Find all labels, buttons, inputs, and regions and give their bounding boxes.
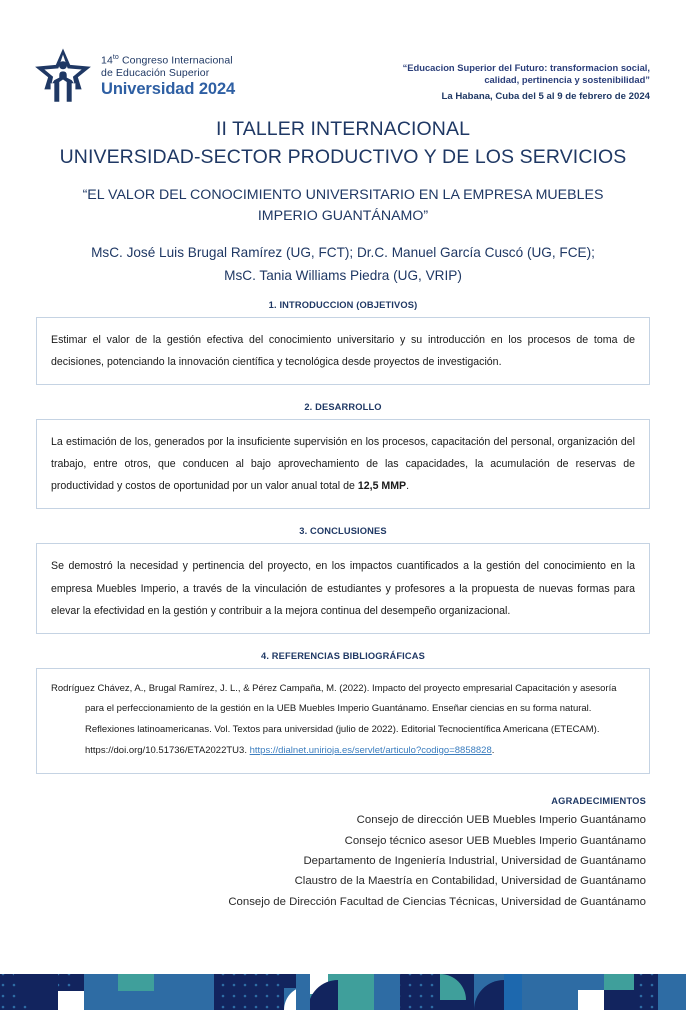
- reference-link[interactable]: https://dialnet.unirioja.es/servlet/articulo?codigo=8858828: [249, 744, 492, 756]
- footer-geometric-graphic: [0, 960, 686, 1024]
- section-heading-desarrollo: 2. DESARROLLO: [304, 402, 382, 413]
- section-heading-introduccion: 1. INTRODUCCION (OBJETIVOS): [268, 300, 418, 311]
- authors-line-1: MsC. José Luis Brugal Ramírez (UG, FCT); Dr.C. Manuel García Cuscó (UG, FCE);: [91, 244, 595, 260]
- acknowledgements-block: [0, 796, 686, 911]
- section-heading-referencias: 4. REFERENCIAS BIBLIOGRÁFICAS: [261, 650, 425, 661]
- motto-line-2: calidad, pertinencia y sostenibilidad”: [484, 74, 650, 86]
- congress-star-logo: [32, 46, 94, 108]
- congress-logo: [32, 46, 235, 108]
- desarrollo-text-post: .: [406, 480, 410, 493]
- poster-header: [0, 0, 686, 112]
- section-text-conclusiones: Se demostró la necesidad y pertinencia del proyecto, en los impactos cuantificados a la gestión del conocimiento en la empresa Muebles Imperio, a través de la vinculación de estudiantes y profesores a la propuesta de nuevas formas para elevar la efectividad en la gestión y contribuir a la mejora continua del desempeño organizacional.: [51, 560, 635, 617]
- poster-subtitle: “EL VALOR DEL CONOCIMIENTO UNIVERSITARIO EN LA EMPRESA MUEBLES IMPERIO GUANTÁNAMO”: [82, 187, 604, 224]
- acknowledgement-item: Claustro de la Maestría en Contabilidad, Universidad de Guantánamo: [294, 875, 646, 888]
- logo-line-3: Universidad 2024: [101, 80, 236, 99]
- decorative-footer-pattern: [0, 960, 686, 1024]
- acknowledgement-item: Consejo de Dirección Facultad de Ciencias Técnicas, Universidad de Guantánamo: [228, 895, 646, 908]
- motto-line-1: “Educacion Superior del Futuro: transformacion social,: [402, 62, 650, 73]
- section-text-introduccion: Estimar el valor de la gestión efectiva del conocimiento universitario y su introducción en los procesos de toma de decisiones, potenciando la innovación científica y tecnológica desde proyectos de investigación.: [51, 334, 635, 369]
- section-text-desarrollo: [51, 431, 635, 497]
- desarrollo-text-pre: La estimación de los, generados por la insuficiente supervisión en los procesos, capacitación del personal, organización del trabajo, entre otros, que conducen al bajo aprovechamiento de las capacidades, la acumulación de reservas de productividad y costos de oportunidad por un valor anual total de: [51, 436, 635, 493]
- section-heading-conclusiones: 3. CONCLUSIONES: [299, 526, 387, 537]
- logo-text-block: [101, 54, 235, 100]
- acknowledgement-item: Departamento de Ingeniería Industrial, Universidad de Guantánamo: [303, 854, 646, 867]
- desarrollo-value: 12,5 MMP: [357, 480, 407, 493]
- section-box-introduccion: [36, 317, 650, 385]
- section-box-desarrollo: [36, 419, 650, 509]
- logo-line-2: de Educación Superior: [101, 67, 210, 80]
- reference-text-end: .: [491, 744, 495, 756]
- acknowledgement-item: Consejo de dirección UEB Muebles Imperio Guantánamo: [356, 814, 646, 827]
- acknowledgements-title: AGRADECIMIENTOS: [551, 796, 646, 807]
- logo-line-1: $14^{to}$ Congreso Internacional: [101, 54, 233, 67]
- authors-line-2: MsC. Tania Williams Piedra (UG, VRIP): [224, 267, 462, 283]
- acknowledgement-item: Consejo técnico asesor UEB Muebles Imperio Guantánamo: [344, 834, 646, 847]
- reference-entry: [51, 679, 635, 762]
- poster-titles: [0, 112, 686, 287]
- poster-content: [0, 300, 686, 774]
- authors-block: [30, 241, 656, 288]
- section-box-conclusiones: [36, 543, 650, 633]
- title-line-1: II TALLER INTERNACIONAL: [215, 118, 471, 140]
- reference-text: Rodríguez Chávez, A., Brugal Ramírez, J. L., & Pérez Campaña, M. (2022). Impacto del proyecto empresarial Capacitación y asesoría para el perfeccionamiento de la gestión en la UEB Muebles Imperio Guantánamo. Enseñar ciencias en su forma natural. Reflexiones latinoamericanas. Vol. Textos para universidad (julio de 2022). Editorial Tecnocientífica Americana (ETECAM). https://doi.org/10.51736/ETA2022TU3.: [51, 682, 617, 756]
- congress-venue: La Habana, Cuba del 5 al 9 de febrero de 2024: [441, 90, 650, 102]
- title-line-2: UNIVERSIDAD-SECTOR PRODUCTIVO Y DE LOS SERVICIOS: [59, 145, 627, 168]
- congress-motto-block: [403, 62, 650, 103]
- section-box-referencias: [36, 668, 650, 775]
